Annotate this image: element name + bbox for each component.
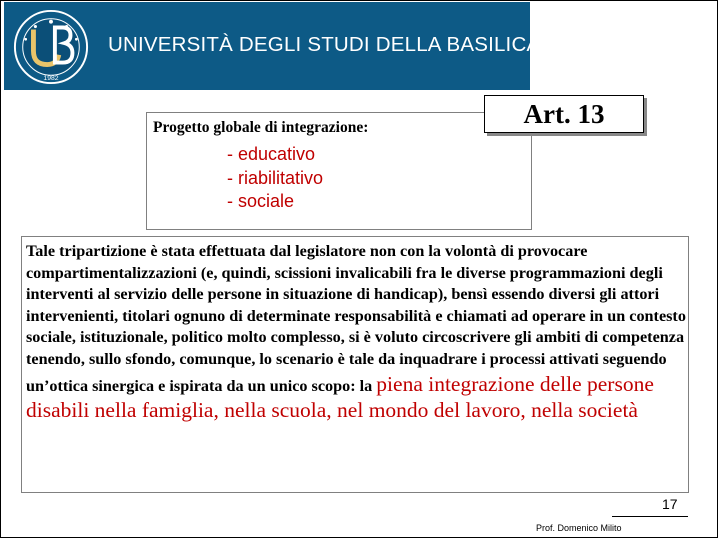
list-item: - educativo bbox=[227, 144, 316, 164]
page-number: 17 bbox=[662, 496, 678, 512]
project-label: Progetto globale di integrazione: bbox=[153, 119, 369, 136]
list-item: - riabilitativo bbox=[227, 167, 324, 188]
body-text: Tale tripartizione è stata effettuata dal legislatore non con la volontà di provocare compartimentalizzazioni (e, quindi, scissioni invalicabili fra le diverse programmazioni degli interventi al servizio delle persone in situazione di handicap), bensì essendo diversi gli attori intervenienti, titolari ognuno di determinate responsabilità e chiamati ad operare in un contesto sociale, istituzionale, politico molto complesso, si è voluto circoscrivere gli ambiti di competenza tenendo, sullo sfondo, comunque, lo scenario è tale da inquadrare i processi attivati seguendo un’ottica sinergica e ispirata da un unico scopo: la bbox=[26, 242, 686, 395]
university-logo bbox=[12, 8, 90, 86]
logo-year: 1982 bbox=[43, 75, 59, 83]
author-credit: Prof. Domenico Milito bbox=[536, 523, 622, 533]
body-paragraph bbox=[26, 241, 686, 424]
project-list bbox=[227, 143, 323, 214]
university-name: UNIVERSITÀ DEGLI STUDI DELLA BASILICATA bbox=[108, 33, 564, 56]
footer-divider bbox=[612, 516, 688, 517]
body-box bbox=[21, 236, 689, 493]
body-highlight: piena integrazione delle persone disabili nella famiglia, nella scuola, nel mondo del lavoro, nella società bbox=[26, 371, 654, 423]
project-box bbox=[146, 112, 532, 230]
university-banner bbox=[4, 2, 564, 90]
list-item: - sociale bbox=[227, 191, 295, 211]
article-label: Art. 13 bbox=[484, 95, 644, 133]
